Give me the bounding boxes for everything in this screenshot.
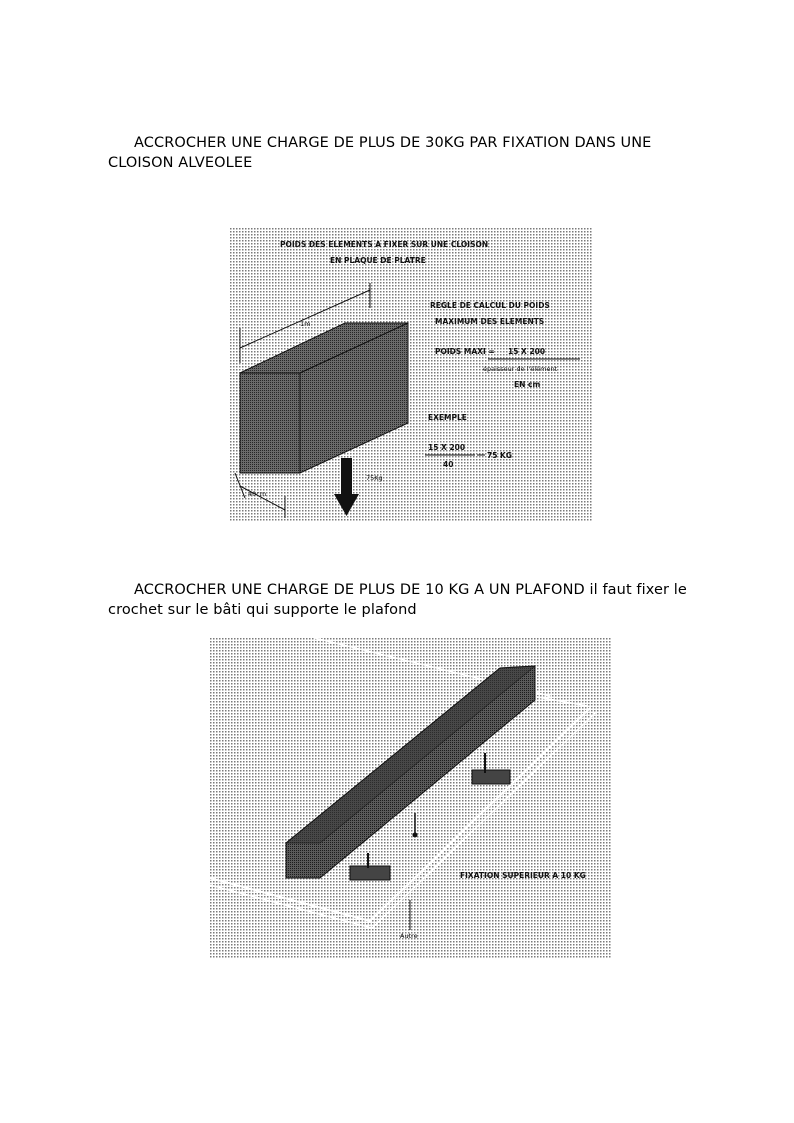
example-label: EXEMPLE — [428, 413, 467, 422]
formula-denominator-line1: épaisseur de l'élément — [483, 365, 558, 373]
example-numerator: 15 X 200 — [428, 443, 466, 452]
beam-label: Autre — [400, 932, 418, 940]
ceiling-fixing-diagram — [210, 638, 612, 958]
depth-label: 40cm — [248, 490, 267, 498]
example-denominator: 40 — [443, 460, 454, 469]
paragraph-ceiling-load — [108, 580, 708, 620]
rule-line2: MAXIMUM DES ELEMENTS — [435, 317, 545, 326]
paragraph-text: ACCROCHER UNE CHARGE DE PLUS DE 10 KG A UN PLAFOND il faut fixer le crochet sur le bâti qui supporte le plafond — [108, 582, 687, 618]
paragraph-text: ACCROCHER UNE CHARGE DE PLUS DE 30KG PAR FIXATION DANS UNE CLOISON ALVEOLEE — [108, 135, 652, 171]
formula-lhs: POIDS MAXI = — [435, 347, 495, 356]
formula-numerator: 15 X 200 — [508, 347, 546, 356]
rule-line1: REGLE DE CALCUL DU POIDS — [430, 301, 550, 310]
paragraph-wall-load — [108, 133, 708, 173]
weight-label: 75Kg — [366, 474, 383, 482]
diagram-title-line2: EN PLAQUE DE PLATRE — [330, 256, 426, 265]
diagram-title-line1: POIDS DES ELEMENTS A FIXER SUR UNE CLOISON — [280, 240, 489, 249]
formula-denominator-line2: EN cm — [514, 380, 541, 389]
length-label: 1m — [300, 320, 311, 328]
example-result: 75 KG — [487, 451, 513, 460]
wall-load-diagram — [230, 228, 592, 522]
fixing-label: FIXATION SUPERIEUR A 10 KG — [460, 871, 586, 880]
